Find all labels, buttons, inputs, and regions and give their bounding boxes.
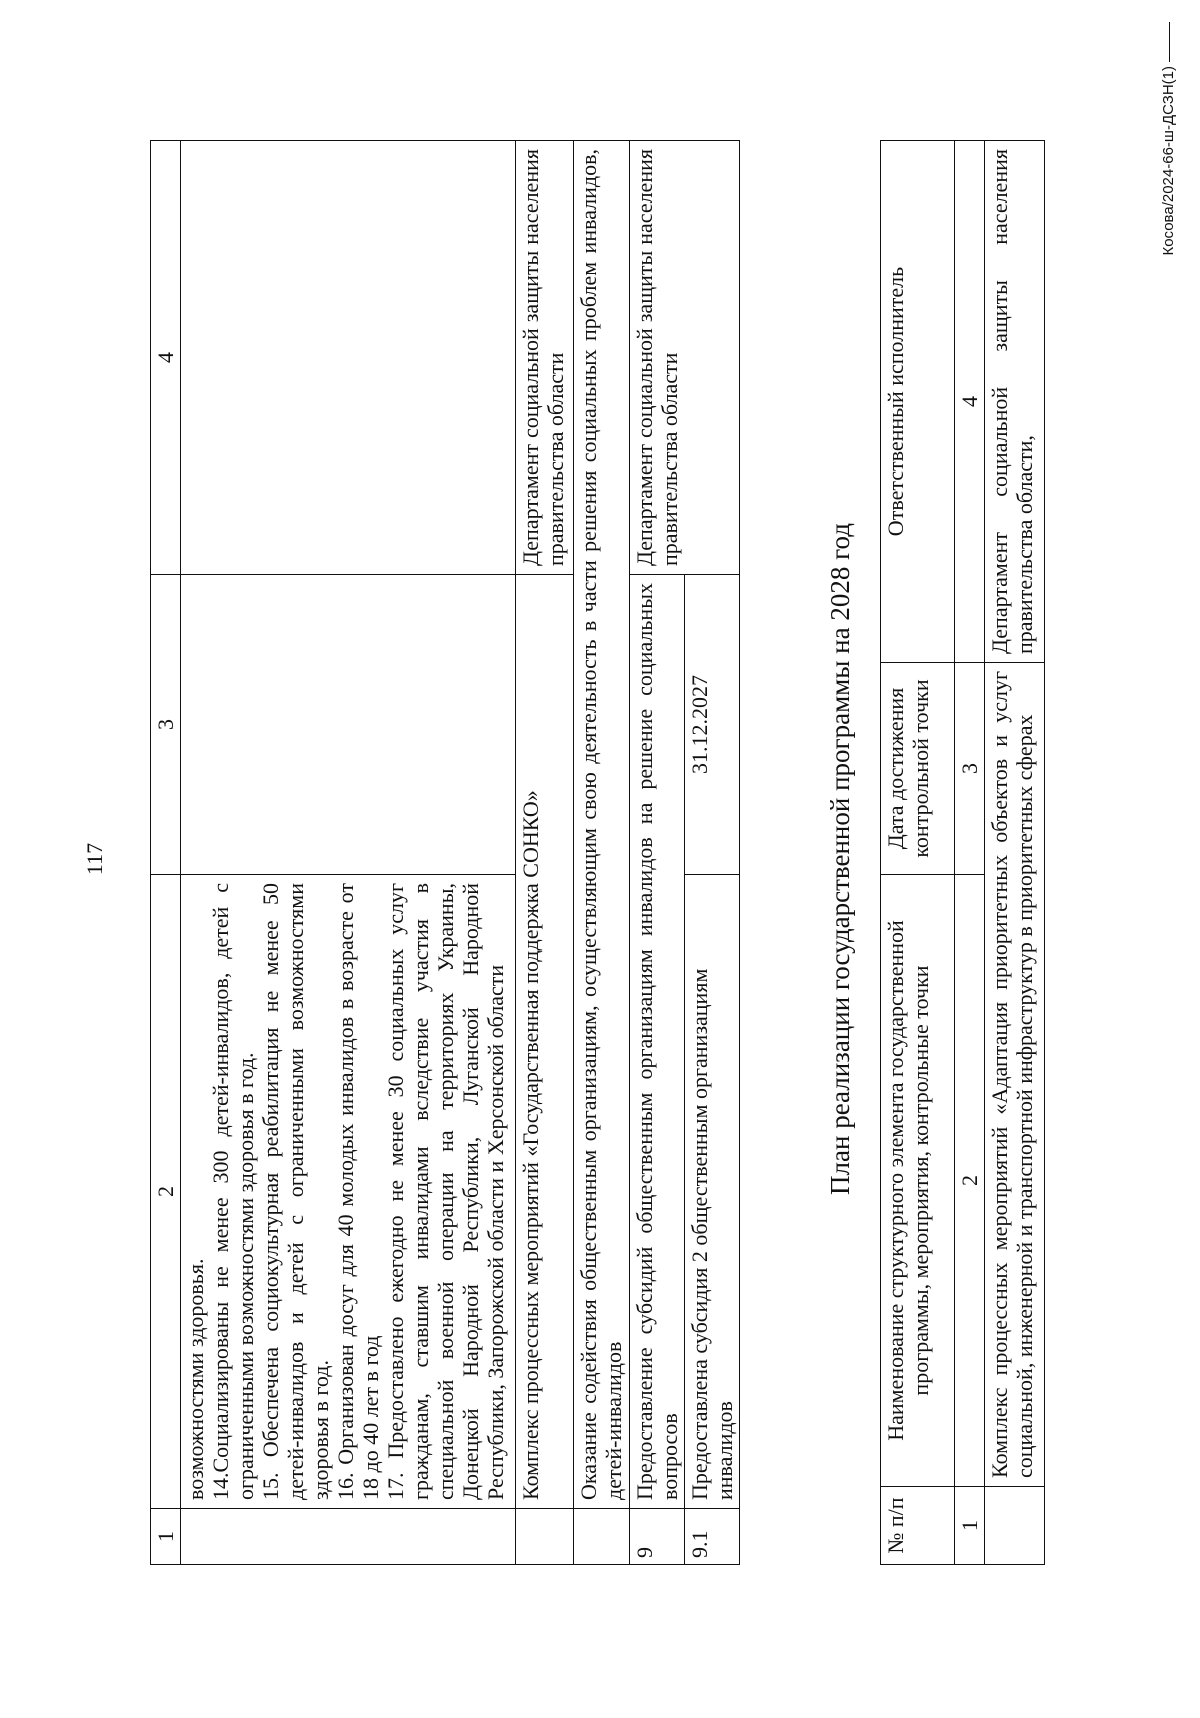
col-number-1: 1 [955, 1487, 985, 1565]
table-continued [150, 140, 740, 1565]
continuation-text-cell [181, 875, 516, 1509]
table2-header-row [881, 141, 955, 1565]
column-header: Ответственный исполнитель [881, 141, 955, 663]
table-row-task [574, 141, 630, 1565]
footer-rule [1169, 22, 1170, 62]
plan-table-2028 [880, 140, 1045, 1565]
checkpoint-date: 31.12.2027 [685, 575, 740, 875]
column-header: Дата достижения контрольной точки [881, 663, 955, 875]
table-row-continuation [181, 141, 516, 1565]
col-number-3: 3 [151, 575, 181, 875]
col-number-4: 4 [955, 141, 985, 663]
result-line: возможностями здоровья. [183, 1258, 208, 1500]
table2-number-row [955, 141, 985, 1565]
row-number: 9.1 [685, 1509, 740, 1565]
result-line: 17. Предоставлено ежегодно не менее 30 социальных услуг гражданам, ставшим инвалидами вследствие участия в специальной военной операции на территориях Украины, Донецкой Народной Республики, Луганской Народной Республики, Запорожской области и Херсонской области [383, 883, 508, 1500]
task-text: Оказание содействия общественным организациям, осуществляющим свою деятельность в части решения социальных проблем инвалидов, детей-инвалидов [574, 141, 630, 1509]
col-number-2: 2 [955, 875, 985, 1487]
row-number: 9 [630, 1509, 685, 1565]
document-code: Косова/2024-66-ш-ДСЗН(1) [1160, 22, 1177, 256]
result-line: 14.Социализированы не менее 300 детей-инвалидов, детей с ограниченными возможностями здоровья в год. [208, 883, 258, 1500]
measure-executor: Департамент социальной защиты населения правительства области [630, 141, 740, 575]
col-number-1: 1 [151, 1509, 181, 1565]
col-number-2: 2 [151, 875, 181, 1509]
column-header: № п/п [881, 1487, 955, 1565]
complex-title: Комплекс процессных мероприятий «Государственная поддержка СОНКО» [516, 575, 574, 1509]
result-line: 15. Обеспечена социокультурная реабилитация не менее 50 детей-инвалидов и детей с ограниченными возможностями здоровья в год. [258, 883, 333, 1500]
checkpoint-name: Предоставлена субсидия 2 общественным организациям инвалидов [685, 875, 740, 1509]
col-number-3: 3 [955, 663, 985, 875]
section-title: План реализации государственной программы на 2028 год [825, 523, 855, 1195]
table-row-complex [985, 141, 1045, 1565]
table-row-complex [516, 141, 574, 1565]
table1-header-row [151, 141, 181, 1565]
col-number-4: 4 [151, 141, 181, 575]
complex-executor: Департамент социальной защиты населения правительства области [516, 141, 574, 575]
measure-name: Предоставление субсидий общественным организациям инвалидов на решение социальных вопросов [630, 575, 685, 1509]
result-line: 16. Организован досуг для 40 молодых инвалидов в возрасте от 18 до 40 лет в год [333, 883, 383, 1500]
complex-title: Комплекс процессных мероприятий «Адаптация приоритетных объектов и услуг социальной, инженерной и транспортной инфраструктур в приоритетных сферах [985, 663, 1045, 1487]
column-header: Наименование структурного элемента государственной программы, мероприятия, контрольные точки [881, 875, 955, 1487]
page-number: 117 [82, 842, 107, 876]
complex-executor: Департамент социальной защиты населения правительства области, [985, 141, 1045, 663]
table-row-9 [630, 141, 685, 1565]
